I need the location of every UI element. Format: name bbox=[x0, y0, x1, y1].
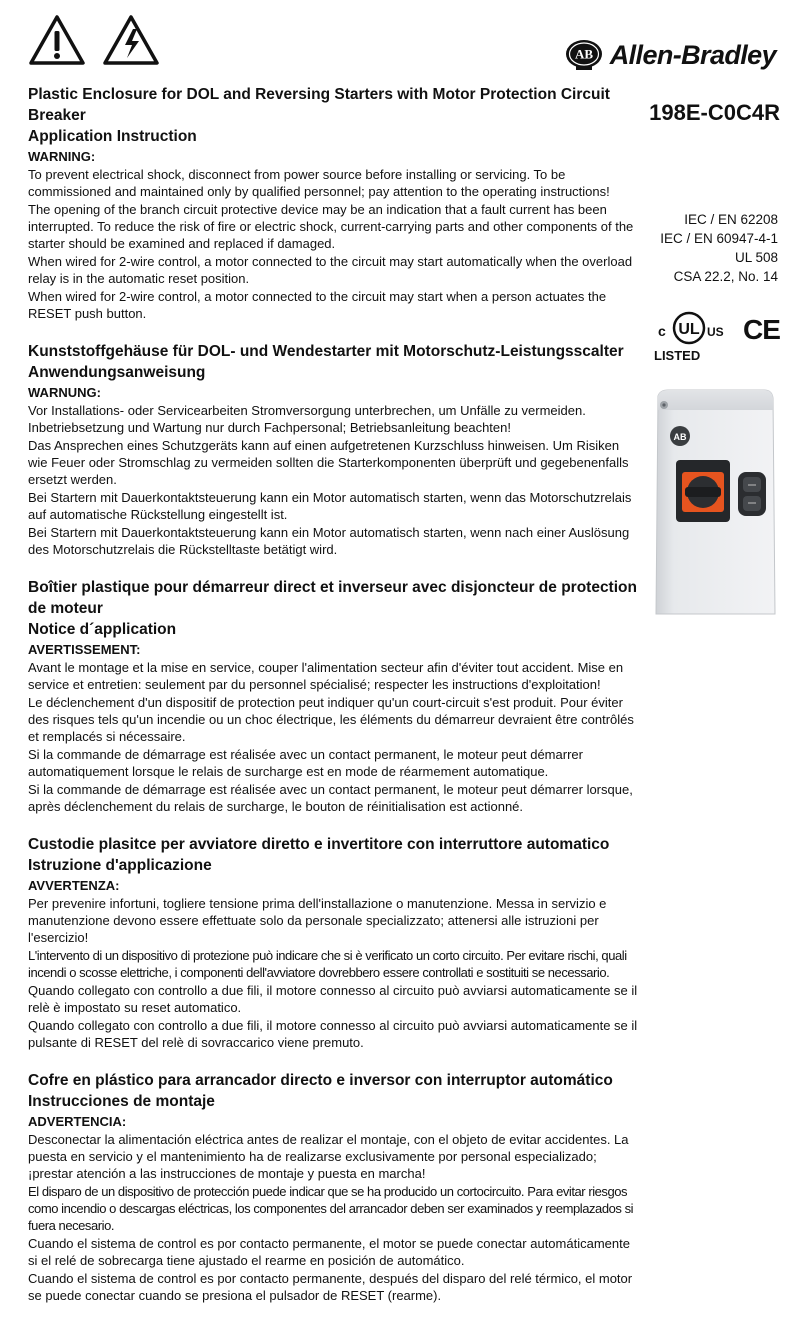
warning-label: ADVERTENCIA: bbox=[28, 1114, 127, 1129]
enclosure-product-image bbox=[652, 388, 777, 616]
paragraph: Quando collegato con controllo a due fili, il motore connesso al circuito può avviarsi automaticamente se il pulsante di RESET del relè di sovraccarico viene premuto. bbox=[28, 1018, 638, 1050]
svg-text:AB: AB bbox=[574, 46, 593, 62]
section-subtitle: Notice d´application bbox=[28, 621, 177, 638]
paragraph: Das Ansprechen eines Schutzgeräts kann auf einen aufgetretenen Kurzschluss hinweisen. Um Risiken wie Feuer oder Stromschlag zu vermeiden sollten die Starterkomponenten überprüft und gegebenenfalls ersetzt werden. bbox=[28, 438, 629, 487]
ul-listed-label: LISTED bbox=[654, 348, 701, 363]
warning-label: AVERTISSEMENT: bbox=[28, 642, 141, 657]
warning-label: WARNING: bbox=[28, 149, 96, 164]
section-title: Custodie plasitce per avviatore diretto e invertitore con interruttore automatico bbox=[28, 836, 610, 853]
paragraph: Bei Startern mit Dauerkontaktsteuerung kann ein Motor automatisch starten, wenn nach einer Auslösung des Motorschutzrelais die Rückstelltaste betätigt wird. bbox=[28, 525, 630, 557]
brand-name: Allen-Bradley bbox=[609, 39, 776, 70]
standard-item: UL 508 bbox=[734, 250, 778, 265]
paragraph: Desconectar la alimentación eléctrica antes de realizar el montaje, con el objeto de evitar accidentes. La puesta en servicio y el mantenimiento ha de realizarse exclusivamente por personal especializado; ¡prestar atención a las instrucciones de montaje y puesta en marcha! bbox=[28, 1132, 629, 1181]
paragraph: To prevent electrical shock, disconnect from power source before installing or servicing. To be commissioned and maintained only by qualified personnel; pay attention to the operating instructions! bbox=[28, 167, 610, 199]
paragraph: Quando collegato con controllo a due fili, il motore connesso al circuito può avviarsi automaticamente se il relè è impostato su reset automatico. bbox=[28, 983, 638, 1015]
paragraph: Cuando el sistema de control es por contacto permanente, el motor se puede conectar automáticamente si el relé de sobrecarga tiene ajustado el rearme en posición de automático. bbox=[28, 1236, 630, 1268]
paragraph: The opening of the branch circuit protective device may be an indication that a fault current has been interrupted. To reduce the risk of fire or electric shock, current-carrying parts and other components of the starter should be examined and replaced if damaged. bbox=[28, 202, 634, 251]
instruction-content bbox=[28, 84, 638, 1323]
paragraph: Avant le montage et la mise en service, couper l'alimentation secteur afin d'éviter tout accident. Mise en service et entretien: seulement par du personnel spécialisé; respecter les instructions d'exploitation! bbox=[28, 660, 624, 692]
section-subtitle: Application Instruction bbox=[28, 128, 197, 145]
ul-ce-marks-icon bbox=[652, 306, 782, 350]
brand-logo bbox=[564, 38, 776, 72]
section-italian bbox=[28, 834, 638, 1051]
paragraph: Vor Installations- oder Servicearbeiten Stromversorgung unterbrechen, um Unfälle zu vermeiden. Inbetriebsetzung und Wartung nur durch Fachpersonal; Betriebsanleitung beachten! bbox=[28, 403, 586, 435]
svg-text:CE: CE bbox=[743, 314, 780, 345]
section-spanish bbox=[28, 1070, 638, 1304]
section-subtitle: Instrucciones de montaje bbox=[28, 1093, 215, 1110]
warning-label: AVVERTENZA: bbox=[28, 878, 120, 893]
svg-text:US: US bbox=[707, 325, 724, 339]
electric-shock-icon bbox=[102, 14, 160, 66]
model-number: 198E-C0C4R bbox=[649, 100, 780, 125]
paragraph: El disparo de un dispositivo de protección puede indicar que se ha producido un cortocircuito. Para evitar riesgos como incendio o descargas eléctricas, los componentes del arrancador deben ser examinados y reemplazados si fuera necesario. bbox=[28, 1184, 634, 1233]
paragraph: Le déclenchement d'un dispositif de protection peut indiquer qu'un court-circuit s'est produit. Pour éviter des risques tels qu'un incendie ou un choc électrique, les éléments du démarreur devraient être contrôlés et remplacés si nécessaire. bbox=[28, 695, 634, 744]
paragraph: Per prevenire infortuni, togliere tensione prima dell'installazione o manutenzione. Messa in servizio e manutenzione devono essere effettuate solo da personale specializzato; attenersi alle istruzioni per l'esercizio! bbox=[28, 896, 607, 945]
standards-list bbox=[660, 210, 778, 286]
paragraph: Si la commande de démarrage est réalisée avec un contact permanent, le moteur peut démarrer lorsque, après déclenchement du relais de surcharge, le bouton de réinitialisation est actionné. bbox=[28, 782, 633, 814]
svg-text:AB: AB bbox=[673, 432, 687, 442]
svg-text:UL: UL bbox=[678, 321, 700, 338]
warning-label: WARNUNG: bbox=[28, 385, 101, 400]
section-title: Kunststoffgehäuse für DOL- und Wendestarter mit Motorschutz-Leistungsscalter bbox=[28, 343, 624, 360]
section-title: Boîtier plastique pour démarreur direct et inverseur avec disjoncteur de protection de moteur bbox=[28, 579, 637, 617]
paragraph: Cuando el sistema de control es por contacto permanente, después del disparo del relé térmico, el motor se puede conectar cuando se presiona el pulsador de RESET (rearme). bbox=[28, 1271, 633, 1303]
section-title: Cofre en plástico para arrancador directo e inversor con interruptor automático bbox=[28, 1072, 613, 1089]
section-subtitle: Istruzione d'applicazione bbox=[28, 857, 212, 874]
section-german bbox=[28, 341, 638, 558]
svg-text:c: c bbox=[658, 323, 666, 339]
paragraph: When wired for 2-wire control, a motor connected to the circuit may start automatically when the overload relay is in the automatic reset position. bbox=[28, 254, 633, 286]
paragraph: L'intervento di un dispositivo di protezione può indicare che si è verificato un corto circuito. Per evitare rischi, quali incendi o scosse elettriche, i componenti dell'avviatore dovrebbero essere controllati e sostituiti se necessario. bbox=[28, 948, 627, 980]
standard-item: CSA 22.2, No. 14 bbox=[673, 269, 778, 284]
certification-marks bbox=[652, 306, 782, 366]
section-english bbox=[28, 84, 638, 322]
paragraph: Bei Startern mit Dauerkontaktsteuerung kann ein Motor automatisch starten, wenn das Motorschutzrelais auf automatische Rückstellung eingestellt ist. bbox=[28, 490, 632, 522]
allen-bradley-seal-icon bbox=[564, 38, 604, 72]
standard-item: IEC / EN 60947-4-1 bbox=[660, 231, 778, 246]
standard-item: IEC / EN 62208 bbox=[684, 212, 778, 227]
hazard-icons bbox=[28, 14, 160, 66]
section-subtitle: Anwendungsanweisung bbox=[28, 364, 206, 381]
section-title: Plastic Enclosure for DOL and Reversing Starters with Motor Protection Circuit Breaker bbox=[28, 86, 610, 124]
paragraph: When wired for 2-wire control, a motor connected to the circuit may start when a person actuates the RESET push button. bbox=[28, 289, 607, 321]
warning-exclamation-icon bbox=[28, 14, 86, 66]
paragraph: Si la commande de démarrage est réalisée avec un contact permanent, le moteur peut démarrer automatiquement lorsque le relais de surcharge est en mode de réarmement automatique. bbox=[28, 747, 583, 779]
section-french bbox=[28, 577, 638, 815]
